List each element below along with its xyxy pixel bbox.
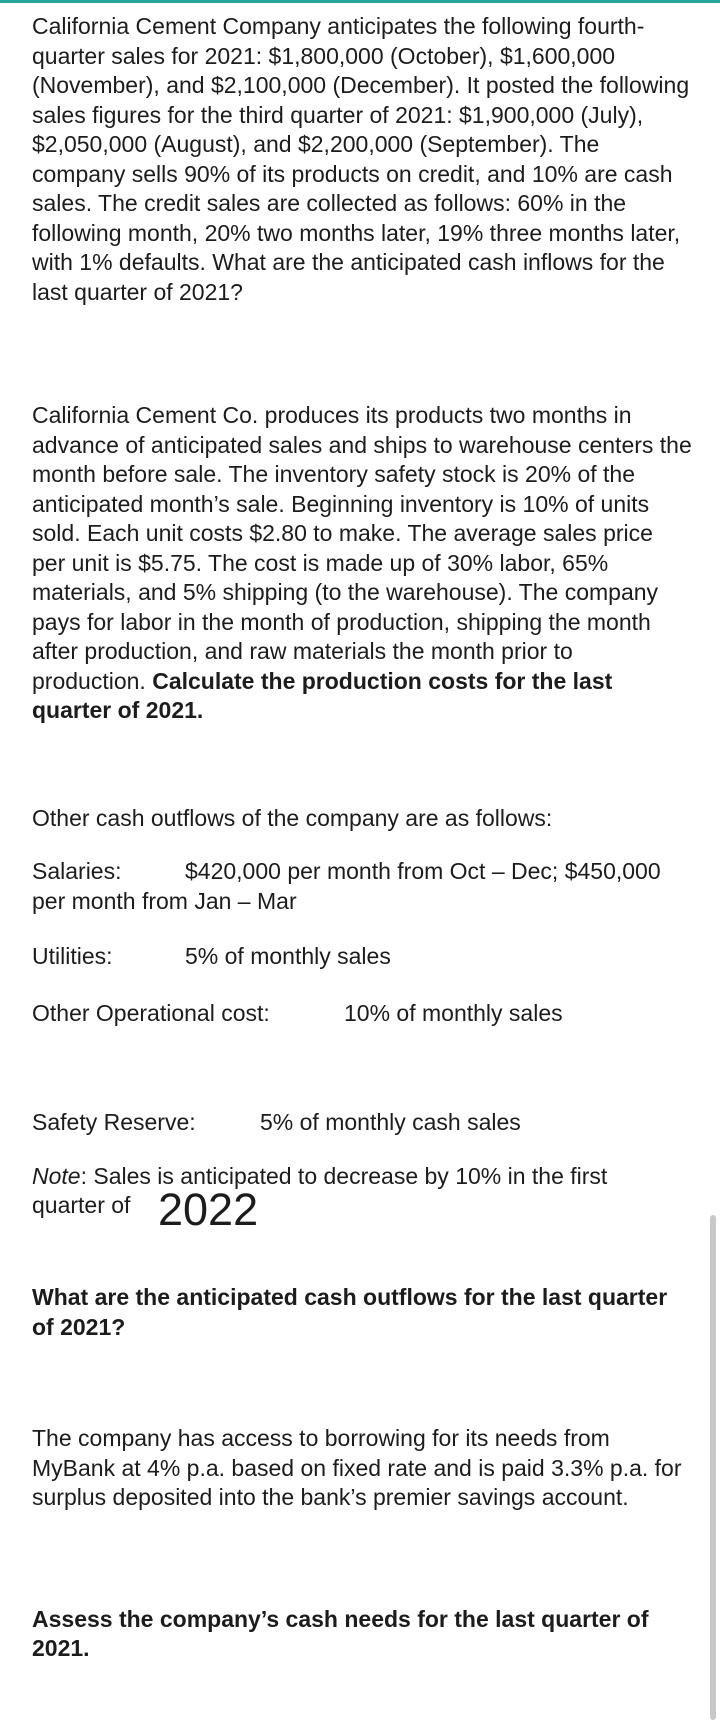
other-operational-entry — [32, 999, 692, 1029]
cash-needs-question: Assess the company’s cash needs for the last quarter of 2021. — [32, 1605, 649, 1661]
outflows-question: What are the anticipated cash outflows for the last quarter of 2021? — [32, 1284, 668, 1340]
utilities-value: 5% of monthly sales — [185, 943, 391, 969]
note-text-line2: quarter of — [32, 1192, 131, 1218]
note-year: 2022 — [158, 1184, 259, 1235]
document-body — [32, 12, 692, 1664]
note-block — [32, 1162, 692, 1240]
salaries-value-line2: per month from Jan – Mar — [32, 887, 297, 914]
production-text: California Cement Co. produces its products two months in advance of anticipated sales and ships to warehouse centers the month before sale. The inventory safety stock is 20% of the anticipated month’s sale. Beginning inventory is 10% of units sold. Each unit costs $2.80 to make. The average sales price per unit is $5.75. The cost is made up of 30% labor, 65% materials, and 5% shipping (to the warehouse). The company pays for labor in the month of production, shipping the month after production, and raw materials the month prior to production. — [32, 402, 692, 694]
safety-reserve-entry — [32, 1108, 692, 1138]
salaries-value-line1: $420,000 per month from Oct – Dec; $450,000 — [185, 858, 661, 884]
utilities-label: Utilities: — [32, 943, 113, 969]
safety-reserve-value: 5% of monthly cash sales — [260, 1109, 521, 1135]
scrollbar[interactable] — [710, 1215, 716, 1720]
production-question: Calculate the production costs for the last quarter of 2021. — [32, 667, 613, 723]
salaries-label: Salaries: — [32, 858, 122, 884]
inflows-question-paragraph: California Cement Company anticipates the following fourth-quarter sales for 2021: $1,800,000 (October), $1,600,000 (November), and $2,100,000 (December). It posted the following sales figures for the third quarter of 2021: $1,900,000 (July), $2,050,000 (August), and $2,200,000 (September). The company sells 90% of its products on credit, and 10% are cash sales. The credit sales are collected as follows: 60% in the following month, 20% two months later, 19% three months later, with 1% defaults. What are the anticipated cash inflows for the last quarter of 2021? — [32, 13, 690, 305]
outflows-intro: Other cash outflows of the company are as follows: — [32, 804, 553, 831]
bank-paragraph: The company has access to borrowing for its needs from MyBank at 4% p.a. based on fixed rate and is paid 3.3% p.a. for surplus deposited into the bank’s premier savings account. — [32, 1425, 682, 1510]
other-operational-label: Other Operational cost: — [32, 999, 270, 1026]
safety-reserve-label: Safety Reserve: — [32, 1109, 196, 1135]
salaries-entry — [32, 857, 692, 916]
production-paragraph — [32, 401, 692, 726]
note-label: Note — [32, 1162, 81, 1189]
note-line-1 — [32, 1162, 692, 1192]
utilities-entry — [32, 942, 692, 972]
other-operational-value: 10% of monthly sales — [344, 999, 563, 1026]
top-accent-rule — [0, 0, 720, 3]
note-text-line1: : Sales is anticipated to decrease by 10% in the first — [80, 1162, 608, 1189]
note-line-2 — [32, 1184, 692, 1239]
